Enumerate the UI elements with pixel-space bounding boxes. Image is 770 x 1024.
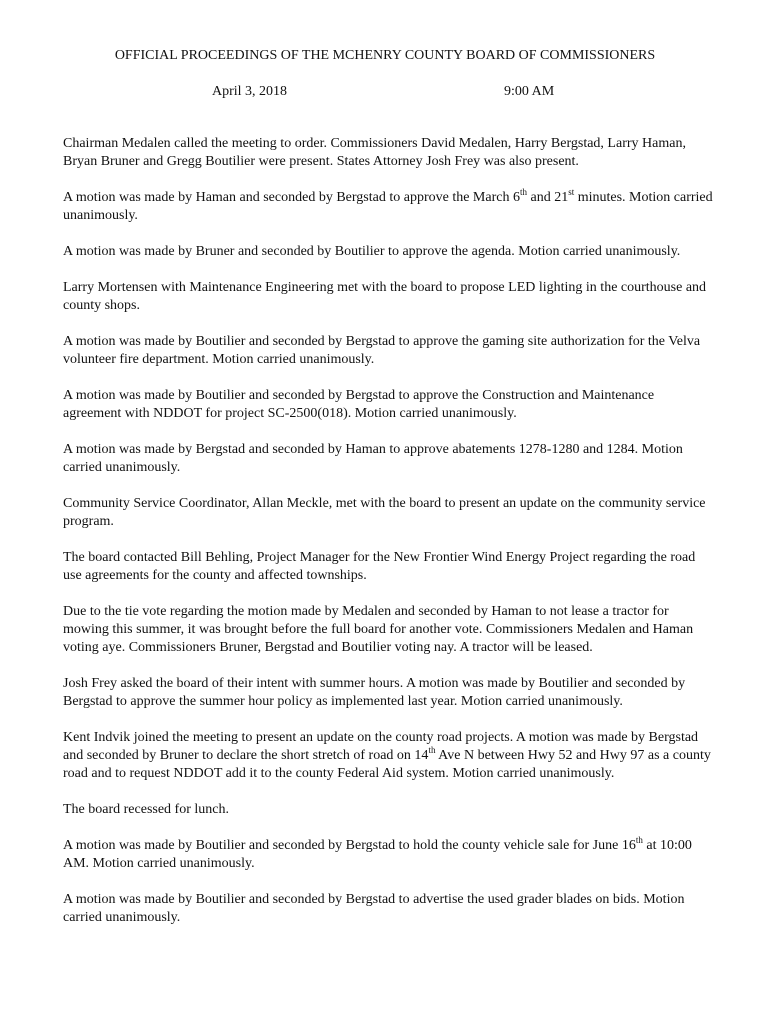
ordinal-suffix: th: [519, 187, 527, 197]
paragraph-text: minutes. Motion carried unanimously.: [63, 190, 713, 223]
paragraph-nddot-agreement-motion: A motion was made by Boutilier and seconded by Bergstad to approve the Construction and Maintenance agreement with NDDOT for project SC-2500(018). Motion carried unanimously.: [63, 388, 655, 421]
paragraph-minutes-motion: [63, 189, 713, 225]
paragraph-call-to-order: Chairman Medalen called the meeting to order. Commissioners David Medalen, Harry Bergstad, Larry Haman, Bryan Bruner and Gregg Boutilier were present. States Attorney Josh Frey was also present.: [63, 136, 686, 169]
paragraph-text: at 10:00 AM. Motion carried unanimously.: [63, 838, 692, 871]
ordinal-suffix: st: [568, 187, 575, 197]
paragraph-vehicle-sale: [63, 837, 713, 873]
paragraph-recess: The board recessed for lunch.: [63, 802, 229, 817]
meeting-date: April 3, 2018: [212, 84, 288, 99]
paragraph-led-lighting: Larry Mortensen with Maintenance Engineering met with the board to propose LED lighting in the courthouse and county shops.: [63, 280, 707, 313]
document-title: OFFICIAL PROCEEDINGS OF THE MCHENRY COUNTY BOARD OF COMMISSIONERS: [114, 48, 656, 63]
ordinal-suffix: th: [635, 835, 643, 845]
paragraph-text: Ave N between Hwy 52 and Hwy 97 as a county road and to request NDDOT add it to the county Federal Aid system. Motion carried unanimously.: [63, 748, 711, 781]
paragraph-text: A motion was made by Haman and seconded by Bergstad to approve the March 6: [63, 190, 520, 205]
paragraph-wind-energy: The board contacted Bill Behling, Project Manager for the New Frontier Wind Energy Project regarding the road use agreements for the county and affected townships.: [63, 550, 696, 583]
meeting-time: 9:00 AM: [504, 84, 555, 99]
paragraph-county-road: [63, 729, 713, 783]
paragraph-tractor-vote: Due to the tie vote regarding the motion made by Medalen and seconded by Haman to not lease a tractor for mowing this summer, it was brought before the full board for another vote. Commissioners Medalen and Haman voting aye. Commissioners Bruner, Bergstad and Boutilier voting nay. A tractor will be leased.: [63, 604, 694, 655]
paragraph-summer-hours: Josh Frey asked the board of their intent with summer hours. A motion was made by Boutilier and seconded by Bergstad to approve the summer hour policy as implemented last year. Motion carried unanimously.: [63, 676, 686, 709]
paragraph-agenda-motion: A motion was made by Bruner and seconded by Boutilier to approve the agenda. Motion carried unanimously.: [63, 244, 681, 259]
paragraph-gaming-site-motion: A motion was made by Boutilier and seconded by Bergstad to approve the gaming site authorization for the Velva volunteer fire department. Motion carried unanimously.: [63, 334, 701, 367]
ordinal-suffix: th: [428, 745, 436, 755]
paragraph-grader-blades: A motion was made by Boutilier and seconded by Bergstad to advertise the used grader blades on bids. Motion carried unanimously.: [63, 892, 685, 925]
document-body: [63, 135, 713, 945]
paragraph-text: and 21: [526, 190, 569, 205]
paragraph-text: A motion was made by Boutilier and seconded by Bergstad to hold the county vehicle sale for June 16: [63, 838, 636, 853]
paragraph-community-service: Community Service Coordinator, Allan Meckle, met with the board to present an update on the community service program.: [63, 496, 706, 529]
paragraph-text: Kent Indvik joined the meeting to present an update on the county road projects. A motion was made by Bergstad and seconded by Bruner to declare the short stretch of road on 14: [63, 730, 699, 763]
paragraph-abatements-motion: A motion was made by Bergstad and seconded by Haman to approve abatements 1278-1280 and 1284. Motion carried unanimously.: [63, 442, 683, 475]
